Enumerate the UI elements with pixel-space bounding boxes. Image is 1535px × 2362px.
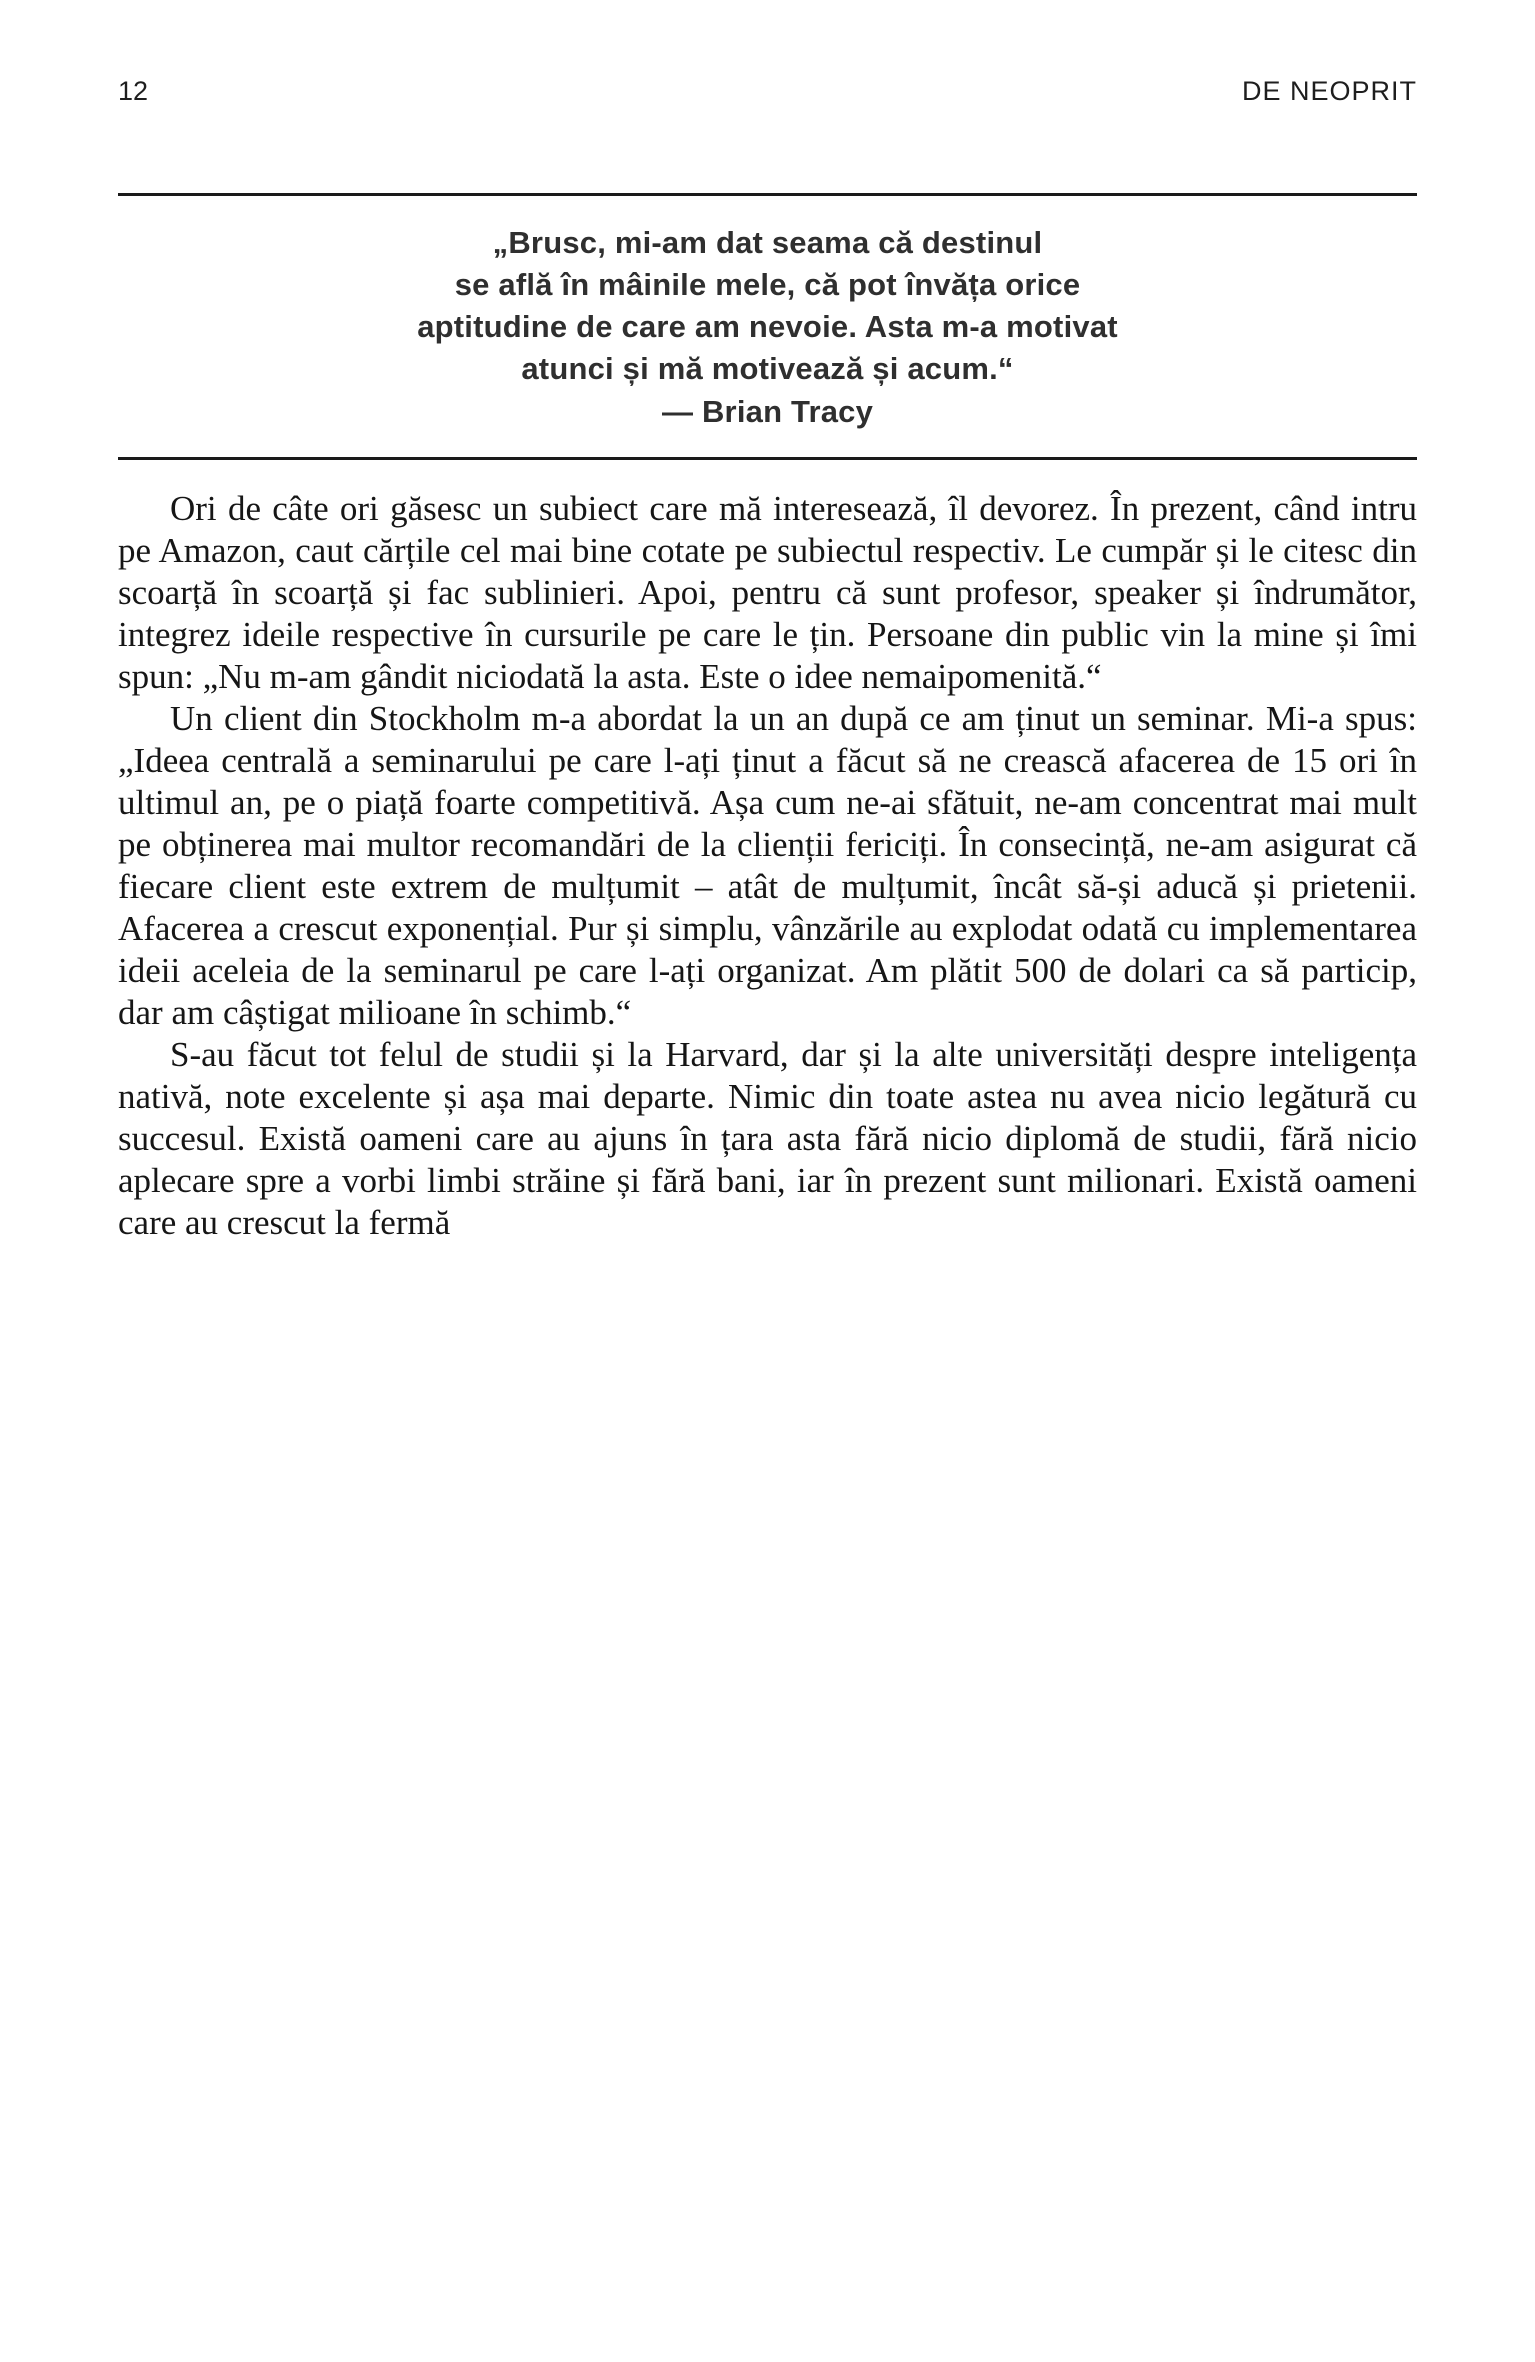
- body-text: [118, 488, 1417, 1244]
- rule-bottom: [118, 457, 1417, 460]
- quote-attribution: — Brian Tracy: [661, 394, 874, 429]
- page-header: [118, 76, 1417, 107]
- rule-top: [118, 193, 1417, 196]
- running-header: DE NEOPRIT: [1241, 76, 1417, 106]
- paragraph-1: Ori de câte ori găsesc un subiect care mă interesează, îl devorez. În prezent, când intru pe Amazon, caut cărțile cel mai bine cotate pe subiectul respectiv. Le cumpăr și le citesc din scoarță în scoarță și fac sublinieri. Apoi, pentru că sunt profesor, speaker și îndrumător, integrez ideile respective în cursurile pe care le țin. Persoane din public vin la mine și îmi spun: „Nu m-am gândit niciodată la asta. Este o idee nemaipomenită.“: [118, 489, 1417, 696]
- quote-line-3: aptitudine de care am nevoie. Asta m-a motivat: [417, 309, 1118, 344]
- paragraph-3: S-au făcut tot felul de studii și la Harvard, dar și la alte universități despre inteligența nativă, note excelente și așa mai departe. Nimic din toate astea nu avea nicio legătură cu succesul. Există oameni care au ajuns în țara asta fără nicio diplomă de studii, fără nicio aplecare spre a vorbi limbi străine și fără bani, iar în prezent sunt milionari. Există oameni care au crescut la fermă: [118, 1035, 1417, 1242]
- epigraph-quote: [118, 222, 1417, 433]
- quote-line-4: atunci și mă motivează și acum.“: [521, 351, 1014, 386]
- paragraph-2: Un client din Stockholm m-a abordat la un an după ce am ținut un seminar. Mi-a spus: „Ideea centrală a seminarului pe care l-ați ținut a făcut să ne crească afacerea de 15 ori în ultimul an, pe o piață foarte competitivă. Așa cum ne-ai sfătuit, ne-am concentrat mai mult pe obținerea mai multor recomandări de la clienții fericiți. În consecință, ne-am asigurat că fiecare client este extrem de mulțumit – atât de mulțumit, încât să-și aducă și prietenii. Afacerea a crescut exponențial. Pur și simplu, vânzările au explodat odată cu implementarea ideii aceleia de la seminarul pe care l-ați organizat. Am plătit 500 de dolari ca să particip, dar am câștigat milioane în schimb.“: [118, 699, 1417, 1032]
- page-number: 12: [118, 76, 149, 106]
- quote-line-2: se află în mâinile mele, că pot învăța orice: [454, 267, 1081, 302]
- quote-line-1: „Brusc, mi-am dat seama că destinul: [492, 225, 1043, 260]
